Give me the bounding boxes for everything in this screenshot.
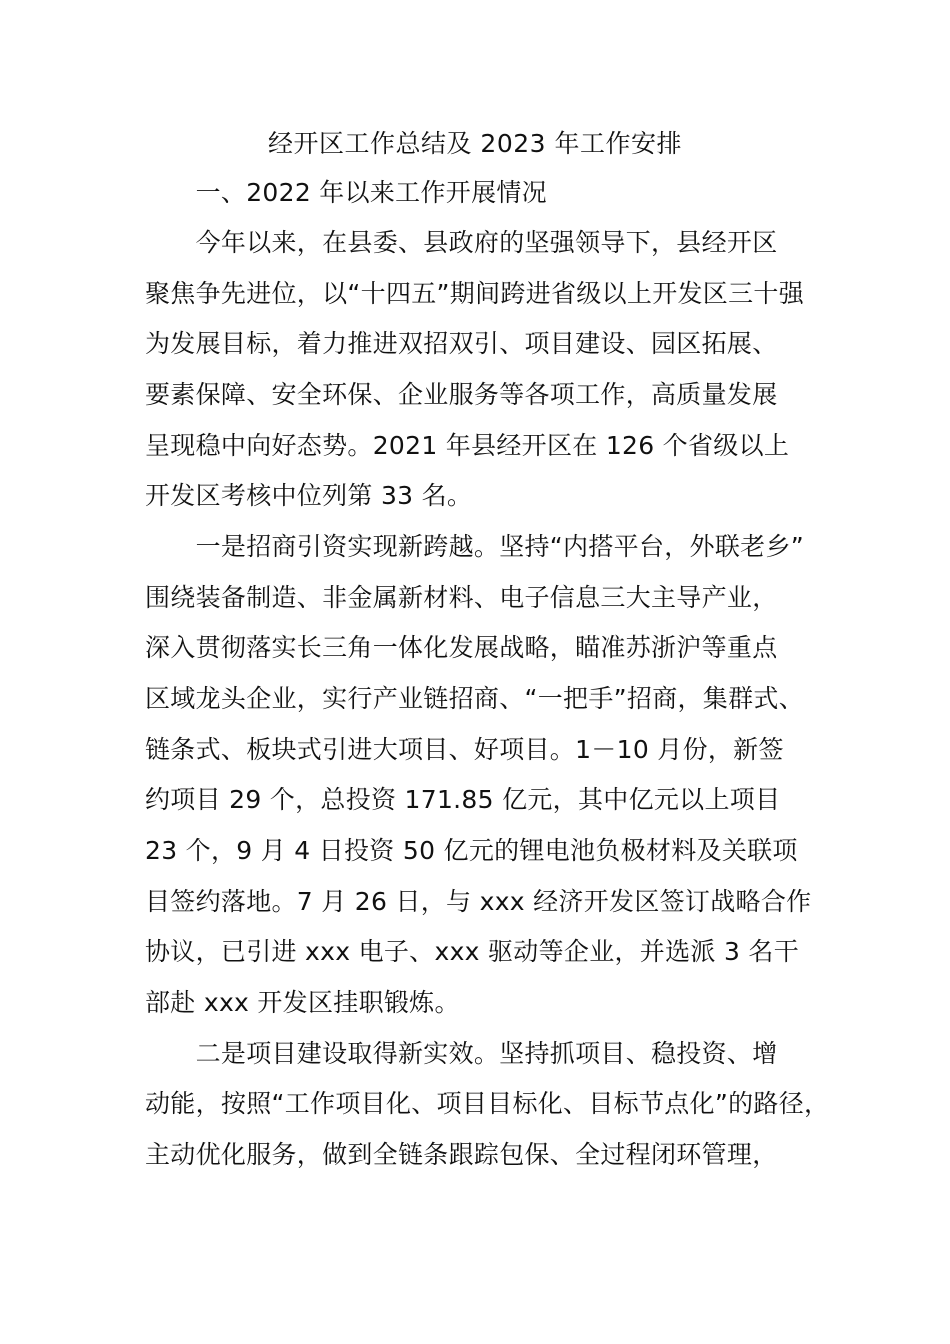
paragraph-line: 开发区考核中位列第 33 名。 [145, 481, 473, 510]
paragraph-line: 一是招商引资实现新跨越。坚持“内搭平台，外联老乡” [145, 532, 805, 561]
paragraph-line: 聚焦争先进位，以“十四五”期间跨进省级以上开发区三十强 [145, 279, 805, 308]
paragraph-line: 目签约落地。7 月 26 日，与 xxx 经济开发区签订战略合作 [145, 887, 812, 916]
paragraph-line: 主动优化服务，做到全链条跟踪包保、全过程闭环管理， [145, 1140, 778, 1169]
paragraph-line: 协议，已引进 xxx 电子、xxx 驱动等企业，并选派 3 名干 [145, 937, 800, 966]
paragraph-line: 区域龙头企业，实行产业链招商、“一把手”招商，集群式、 [145, 684, 805, 713]
paragraph-line: 链条式、板块式引进大项目、好项目。1－10 月份，新签 [145, 735, 784, 764]
paragraph-line: 动能，按照“工作项目化、项目目标化、目标节点化”的路径， [145, 1089, 830, 1118]
paragraph-line: 约项目 29 个，总投资 171.85 亿元，其中亿元以上项目 [145, 785, 781, 814]
paragraph-line: 23 个，9 月 4 日投资 50 亿元的锂电池负极材料及关联项 [145, 836, 798, 865]
section-heading: 一、2022 年以来工作开展情况 [145, 178, 547, 207]
document-title: 经开区工作总结及 2023 年工作安排 [267, 129, 683, 158]
paragraph-line: 二是项目建设取得新实效。坚持抓项目、稳投资、增 [145, 1039, 778, 1068]
paragraph-line: 部赴 xxx 开发区挂职锻炼。 [145, 988, 460, 1017]
paragraph-line: 深入贯彻落实长三角一体化发展战略，瞄准苏浙沪等重点 [145, 633, 778, 662]
paragraph-line: 为发展目标，着力推进双招双引、项目建设、园区拓展、 [145, 329, 778, 358]
paragraph-line: 围绕装备制造、非金属新材料、电子信息三大主导产业， [145, 583, 778, 612]
paragraph-line: 今年以来，在县委、县政府的坚强领导下，县经开区 [145, 228, 778, 257]
paragraph-line: 要素保障、安全环保、企业服务等各项工作，高质量发展 [145, 380, 778, 409]
paragraph-line: 呈现稳中向好态势。2021 年县经开区在 126 个省级以上 [145, 431, 790, 460]
